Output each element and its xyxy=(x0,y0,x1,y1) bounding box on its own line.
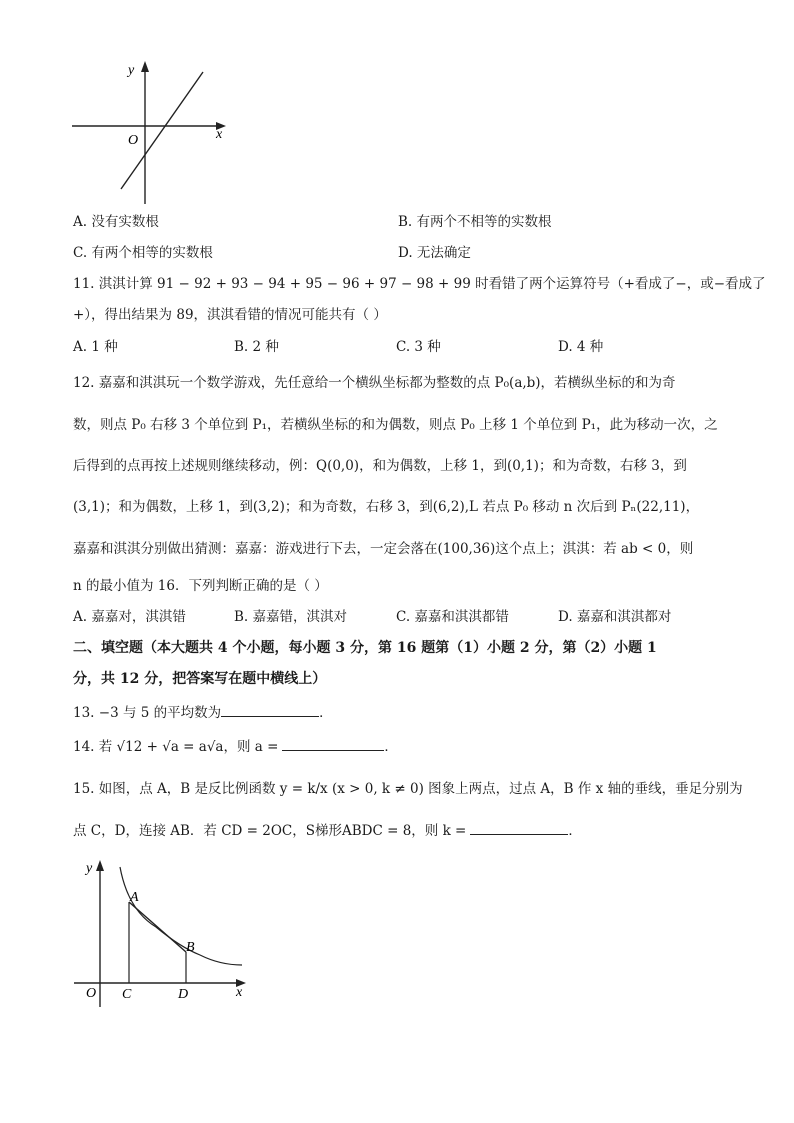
q13-end: ． xyxy=(319,705,333,721)
point-d-label: D xyxy=(178,987,189,1002)
q12-line-1: 12. 嘉嘉和淇淇玩一个数学游戏，先任意给一个横纵坐标都为整数的点 P₀(a,b)，若横纵坐标的和为奇 xyxy=(73,375,676,391)
q12-option-a: A. 嘉嘉对，淇淇错 xyxy=(73,609,186,625)
q13 xyxy=(73,702,333,723)
q12-option-b: B. 嘉嘉错，淇淇对 xyxy=(234,609,348,625)
q12-line-4: (3,1)；和为偶数，上移 1，到(3,2)；和为奇数，右移 3，到(6,2),L 若点 P₀ 移动 n 次后到 Pₙ(22,11)， xyxy=(73,499,700,515)
origin-label: O xyxy=(128,133,139,148)
q13-answer-blank[interactable] xyxy=(221,702,319,717)
q13-text: 13. −3 与 5 的平均数为 xyxy=(73,705,222,721)
q12-line-3: 后得到的点再按上述规则继续移动，例：Q(0,0)，和为偶数，上移 1，到(0,1)；和为奇数，右移 3，到 xyxy=(73,458,687,474)
q15-line-2 xyxy=(73,820,582,841)
x-axis-label: x xyxy=(216,127,223,142)
q11-line-1: 11. 淇淇计算 91 − 92 + 93 − 94 + 95 − 96 + 97 − 98 + 99 时看错了两个运算符号（+看成了−，或−看成了 xyxy=(73,276,766,292)
q12-line-5: 嘉嘉和淇淇分别做出猜测：嘉嘉：游戏进行下去，一定会落在(100,36)这个点上；淇淇：若 ab < 0，则 xyxy=(73,541,694,557)
q10-option-b: B. 有两个不相等的实数根 xyxy=(398,214,552,230)
q15-line-1: 15. 如图，点 A，B 是反比例函数 y = k/x (x > 0, k ≠ 0) 图象上两点，过点 A，B 作 x 轴的垂线，垂足分别为 xyxy=(73,781,743,797)
q11-option-b: B. 2 种 xyxy=(234,339,279,355)
y-axis-arrow xyxy=(141,61,149,72)
q11-option-c: C. 3 种 xyxy=(396,339,441,355)
q14-end: ． xyxy=(384,739,398,755)
q10-option-a: A. 没有实数根 xyxy=(73,214,159,230)
q10-option-c: C. 有两个相等的实数根 xyxy=(73,245,213,261)
hyperbola-figure xyxy=(70,855,260,1013)
q11-option-a: A. 1 种 xyxy=(73,339,118,355)
q15-line-2-text: 点 C，D，连接 AB．若 CD = 2OC，S梯形ABDC = 8，则 k = xyxy=(73,823,467,839)
q12-line-2: 数，则点 P₀ 右移 3 个单位到 P₁，若横纵坐标的和为偶数，则点 P₀ 上移 1 个单位到 P₁，此为移动一次，之 xyxy=(73,417,718,433)
section-2-heading-line-1: 二、填空题（本大题共 4 个小题，每小题 3 分，第 16 题第（1）小题 2 分，第（2）小题 1 xyxy=(73,640,657,656)
point-b-label: B xyxy=(186,940,195,955)
origin-label: O xyxy=(86,986,97,1001)
q15-end: ． xyxy=(568,823,582,839)
q14-text: 14. 若 √12 + √a = a√a，则 a = xyxy=(73,739,279,755)
q14 xyxy=(73,736,398,757)
q11-option-d: D. 4 种 xyxy=(558,339,604,355)
hyperbola-curve xyxy=(120,867,242,965)
section-2-heading-line-2: 分，共 12 分，把答案写在题中横线上） xyxy=(73,671,327,687)
y-axis-arrow xyxy=(96,860,104,871)
line-graph-figure xyxy=(60,58,240,208)
x-axis-label: x xyxy=(236,985,243,1000)
y-axis-label: y xyxy=(128,63,135,78)
graph-line xyxy=(121,72,203,189)
segment-ab xyxy=(129,902,186,952)
q12-line-6: n 的最小值为 16．下列判断正确的是（ ） xyxy=(73,578,328,594)
q12-option-d: D. 嘉嘉和淇淇都对 xyxy=(558,609,672,625)
q15-answer-blank[interactable] xyxy=(470,820,568,835)
point-a-label: A xyxy=(130,890,139,905)
point-c-label: C xyxy=(122,987,132,1002)
q12-option-c: C. 嘉嘉和淇淇都错 xyxy=(396,609,509,625)
q14-answer-blank[interactable] xyxy=(282,736,384,751)
y-axis-label: y xyxy=(86,861,93,876)
q11-line-2: +），得出结果为 89，淇淇看错的情况可能共有（ ） xyxy=(73,307,387,323)
q10-option-d: D. 无法确定 xyxy=(398,245,471,261)
